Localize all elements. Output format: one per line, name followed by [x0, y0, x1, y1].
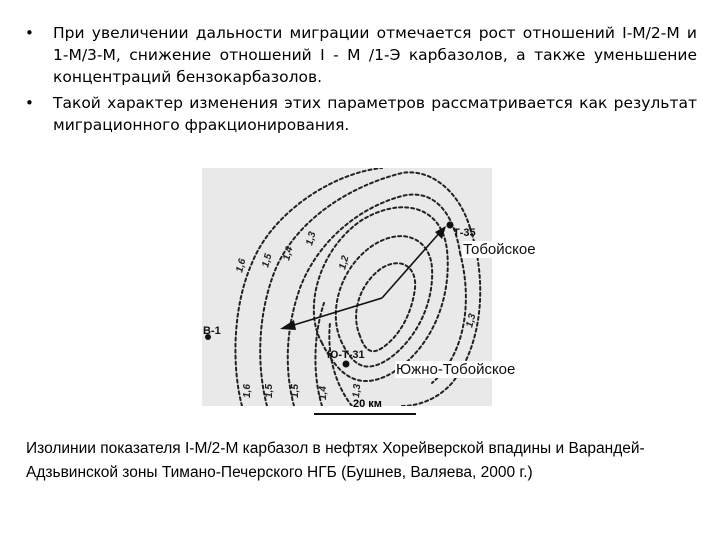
bullet-item — [25, 22, 697, 88]
isoline-label: 1,2 — [337, 254, 352, 271]
isoline-label: 1,4 — [318, 386, 329, 400]
well-marker — [343, 361, 350, 368]
isoline-label: 1,6 — [242, 384, 253, 398]
isoline-label: 1,5 — [264, 384, 275, 398]
scale-label: 20 км — [353, 398, 382, 410]
isoline-label: 1,3 — [464, 312, 479, 329]
field-label-toboy: Тобойское — [463, 241, 536, 258]
bullet-list — [25, 22, 697, 140]
isoline-label: 1,3 — [351, 383, 364, 399]
bullet-text: При увеличении дальности миграции отмечается рост отношений I-M/2-M и 1-М/3-М, снижение отношений I - M /1-Э карбазолов, а также уменьшение концентраций бензокарбазолов. — [53, 24, 697, 86]
well-label: Т-35 — [453, 227, 476, 239]
bullet-marker: • — [25, 24, 34, 42]
well-label: В-1 — [203, 325, 221, 337]
isoline-label: 1,5 — [260, 252, 275, 269]
bullet-text: Такой характер изменения этих параметров рассматривается как результат миграционного фракционирования. — [53, 94, 697, 134]
field-label-south: Южно-Тобойское — [396, 361, 516, 378]
well-label: Ю-Т-31 — [327, 349, 365, 361]
bullet-marker: • — [25, 94, 34, 112]
isoline-label: 1,3 — [304, 230, 319, 247]
figure-caption: Изолинии показателя I-M/2-M карбазол в нефтях Хорейверской впадины и Варандей-Адзьвинской зоны Тимано-Печерского НГБ (Бушнев, Валяева, 2000 г.) — [26, 440, 645, 481]
isoline-label: 1,4 — [281, 245, 296, 262]
scale-bar — [314, 413, 416, 415]
isoline-label: 1,6 — [234, 257, 249, 274]
isoline-label: 1,5 — [290, 384, 301, 398]
bullet-item — [25, 92, 697, 136]
